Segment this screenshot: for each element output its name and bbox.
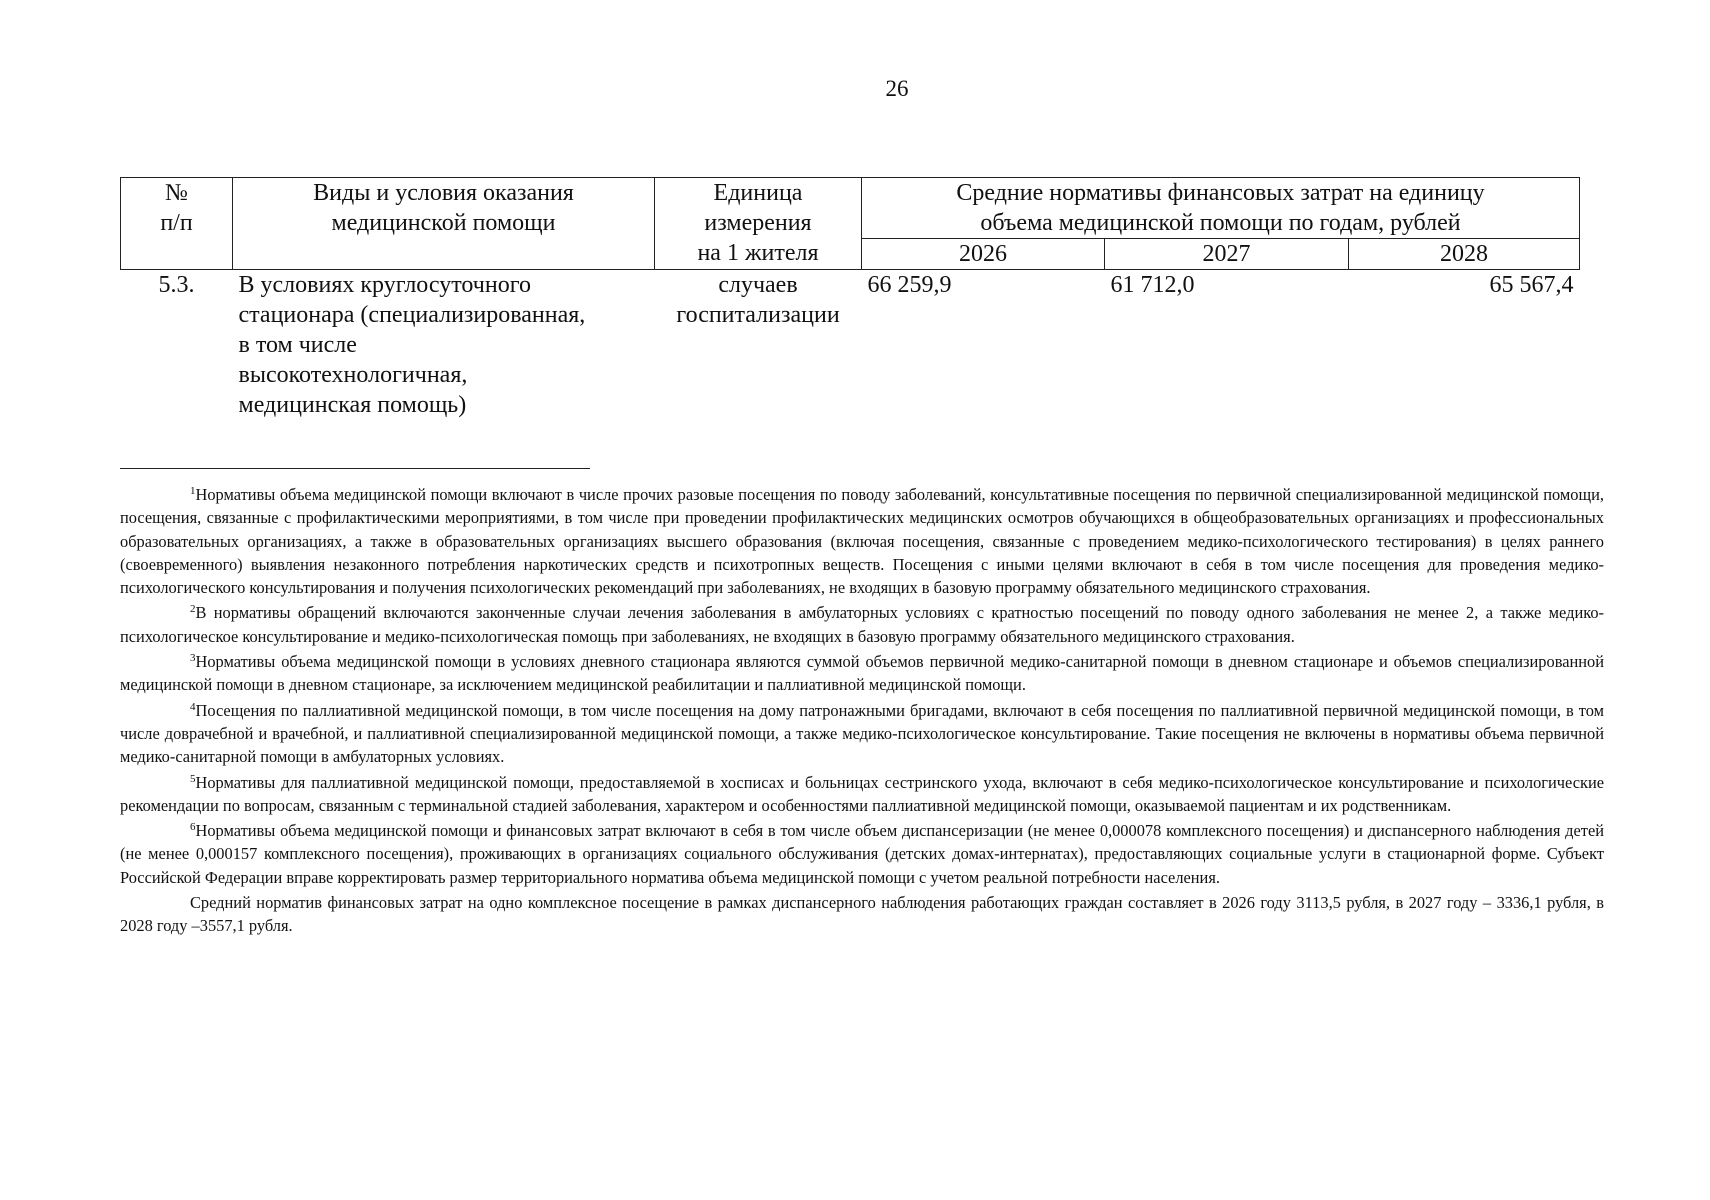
row-number: 5.3. bbox=[158, 272, 195, 298]
footnote-6 bbox=[120, 819, 1604, 889]
header-number bbox=[121, 178, 233, 270]
header-year-2026: 2026 bbox=[862, 239, 1105, 270]
footnote-mark: 3 bbox=[190, 652, 196, 665]
footnote-4 bbox=[120, 699, 1604, 769]
footnote-mark: 2 bbox=[190, 603, 196, 616]
header-number-line2: п/п bbox=[160, 210, 193, 236]
page-number: 26 bbox=[885, 76, 909, 101]
footnote-separator bbox=[120, 468, 590, 469]
care-type-line: в том числе bbox=[238, 332, 357, 358]
unit-line: госпитализации bbox=[676, 302, 840, 328]
footnote-mark: 4 bbox=[190, 700, 196, 713]
footnote-mark: 6 bbox=[190, 821, 196, 834]
footnote-3 bbox=[120, 650, 1604, 697]
footnote-text: Нормативы объема медицинской помощи в условиях дневного стационара являются суммой объемов первичной медико-санитарной помощи в дневном стационаре и объемов специализированной медицинской помощи в дневном стационаре, за исключением медицинской реабилитации и паллиативной медицинской помощи. bbox=[120, 652, 1604, 695]
header-average-norms-line2: объема медицинской помощи по годам, рублей bbox=[980, 210, 1461, 236]
header-care-type-line1: Виды и условия оказания bbox=[313, 180, 574, 206]
footnote-1 bbox=[120, 483, 1604, 599]
footnote-mark: 1 bbox=[190, 485, 196, 497]
table-row bbox=[121, 270, 1580, 421]
financing-norms-table bbox=[120, 177, 1580, 420]
closing-paragraph: Средний норматив финансовых затрат на одно комплексное посещение в рамках диспансерного наблюдения работающих граждан составляет в 2026 году 3113,5 рубля, в 2027 году – 3336,1 рубля, в 2028 году –3557,1 рубля. bbox=[120, 893, 1604, 936]
care-type-line: стационара (специализированная, bbox=[238, 302, 586, 328]
value-2027: 61 712,0 bbox=[1110, 272, 1195, 298]
footnote-text: Нормативы для паллиативной медицинской помощи, предоставляемой в хосписах и больницах сестринского ухода, включают в себя медико-психологическое консультирование и психологические рекомендации по вопросам, связанным с терминальной стадией заболевания, характером и особенностями паллиативной медицинской помощи, оказываемой пациентам и их родственникам. bbox=[120, 772, 1604, 815]
footnote-2 bbox=[120, 601, 1604, 648]
header-year-2028: 2028 bbox=[1349, 239, 1580, 270]
row-unit bbox=[655, 270, 862, 421]
care-type-line: медицинская помощь) bbox=[238, 392, 467, 418]
row-care-type bbox=[233, 270, 655, 421]
header-unit-line3: на 1 жителя bbox=[697, 240, 819, 266]
table-header bbox=[121, 178, 1580, 270]
care-type-line: В условиях круглосуточного bbox=[238, 272, 531, 298]
footnote-text: Нормативы объема медицинской помощи и финансовых затрат включают в себя в том числе объем диспансеризации (не менее 0,000078 комплексного посещения) и диспансерного наблюдения детей (не менее 0,000157 комплексного посещения), проживающих в организациях социального обслуживания (детских домах-интернатах), предоставляющих социальные услуги в стационарной форме. Субъект Российской Федерации вправе корректировать размер территориального норматива объема медицинской помощи с учетом реальной потребности населения. bbox=[120, 821, 1604, 887]
unit-line: случаев bbox=[718, 272, 798, 298]
header-unit-line2: измерения bbox=[704, 210, 812, 236]
header-unit-line1: Единица bbox=[713, 180, 803, 206]
header-number-line1: № bbox=[165, 180, 188, 206]
footnote-text: В нормативы обращений включаются законченные случаи лечения заболевания в амбулаторных условиях с кратностью посещений по поводу одного заболевания не менее 2, а также медико-психологическое консультирование и медико-психологическая помощь при заболеваниях, не входящих в базовую программу обязательного медицинского страхования. bbox=[120, 603, 1604, 646]
footnote-mark: 5 bbox=[190, 772, 196, 785]
header-average-norms-line1: Средние нормативы финансовых затрат на единицу bbox=[956, 180, 1485, 206]
footnotes bbox=[120, 483, 1604, 940]
financing-norms-table-container bbox=[120, 177, 1580, 420]
footnote-5 bbox=[120, 771, 1604, 818]
footnote-text: Нормативы объема медицинской помощи включают в числе прочих разовые посещения по поводу заболеваний, консультативные посещения по первичной специализированной медицинской помощи, посещения, связанные с профилактическими мероприятиями, в том числе при проведении профилактических медицинских осмотров обучающихся в общеобразовательных организациях и профессиональных образовательных организациях, а также в образовательных организациях высшего образования (включая посещения, связанные с проведением медико-психологического тестирования) в целях раннего (своевременного) выявления незаконного потребления наркотических средств и психотропных веществ. Посещения с иными целями включают в себя в том числе посещения для проведения медико-психологического консультирования и получения психологических рекомендаций при заболеваниях, не входящих в базовую программу обязательного медицинского страхования. bbox=[120, 485, 1604, 598]
header-care-type bbox=[233, 178, 655, 270]
footnote-text: Посещения по паллиативной медицинской помощи, в том числе посещения на дому патронажными бригадами, включают в себя посещения по паллиативной первичной медицинской помощи, в том числе доврачебной и врачебной, и паллиативной специализированной медицинской помощи, а также медико-психологическое консультирование. Такие посещения не включены в нормативы объема первичной медико-санитарной помощи в амбулаторных условиях. bbox=[120, 700, 1604, 767]
header-year-2027: 2027 bbox=[1105, 239, 1349, 270]
care-type-line: высокотехнологичная, bbox=[238, 362, 468, 388]
header-unit bbox=[655, 178, 862, 270]
value-2026: 66 259,9 bbox=[867, 272, 952, 298]
header-care-type-line2: медицинской помощи bbox=[331, 210, 556, 236]
value-2028: 65 567,4 bbox=[1489, 272, 1574, 298]
header-average-norms bbox=[862, 178, 1580, 239]
